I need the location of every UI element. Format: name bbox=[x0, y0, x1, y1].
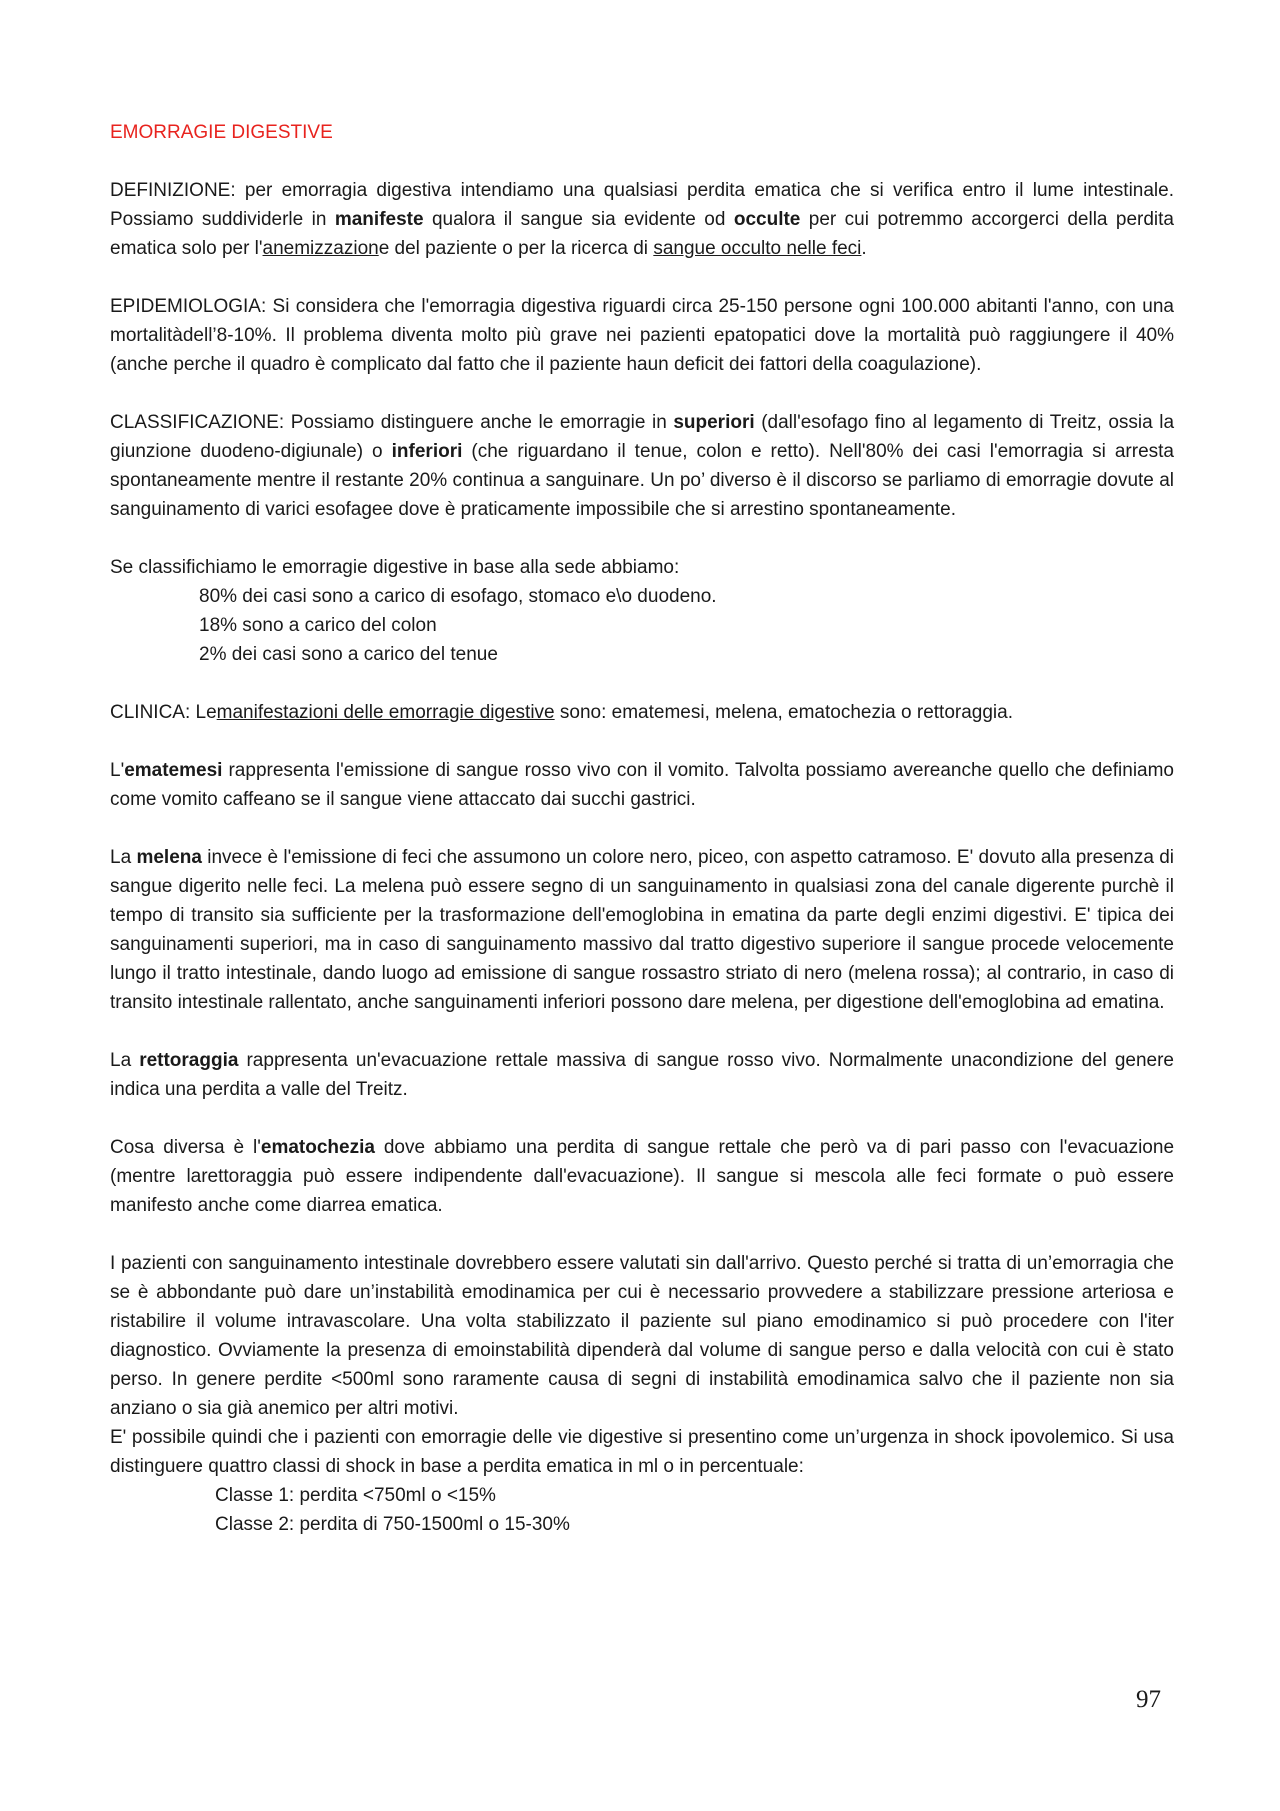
page-content bbox=[110, 118, 1174, 1539]
paragraph-ematochezia: Cosa diversa è l'ematochezia dove abbiamo una perdita di sangue rettale che però va di pari passo con l'evacuazione (mentre larettoraggia può essere indipendente dall'evacuazione). Il sangue si mescola alle feci formate o può essere manifesto anche come diarrea ematica. bbox=[110, 1137, 1175, 1216]
paragraph-classificazione: CLASSIFICAZIONE: Possiamo distinguere anche le emorragie in superiori (dall'esofago fino al legamento di Treitz, ossia la giunzione duodeno-digiunale) o inferiori (che riguardano il tenue, colon e retto). Nell'80% dei casi l'emorragia si arresta spontaneamente mentre il restante 20% continua a sanguinare. Un po’ diverso è il discorso se parliamo di emorragie dovute al sanguinamento di varici esofagee dove è praticamente impossibile che si arrestino spontaneamente. bbox=[110, 412, 1175, 520]
shock-class: Classe 1: perdita <750ml o <15% bbox=[215, 1485, 496, 1506]
shock-class: Classe 2: perdita di 750-1500ml o 15-30% bbox=[215, 1514, 570, 1535]
sede-item: 80% dei casi sono a carico di esofago, stomaco e\o duodeno. bbox=[199, 586, 717, 607]
paragraph-shock: E' possibile quindi che i pazienti con emorragie delle vie digestive si presentino come un’urgenza in shock ipovolemico. Si usa distinguere quattro classi di shock in base a perdita ematica in ml o in percentuale: bbox=[110, 1427, 1174, 1477]
paragraph-ematemesi: L'ematemesi rappresenta l'emissione di sangue rosso vivo con il vomito. Talvolta possiamo avereanche quello che definiamo come vomito caffeano se il sangue viene attaccato dai succhi gastrici. bbox=[110, 760, 1174, 810]
sede-item: 2% dei casi sono a carico del tenue bbox=[199, 644, 498, 665]
paragraph-pazienti: I pazienti con sanguinamento intestinale dovrebbero essere valutati sin dall'arrivo. Questo perché si tratta di un’emorragia che se è abbondante può dare un’instabilità emodinamica per cui è necessario provvedere a stabilizzare pressione arteriosa e ristabilire il volume intravascolare. Una volta stabilizzato il paziente sul piano emodinamico si può procedere con l'iter diagnostico. Ovviamente la presenza di emoinstabilità dipenderà dal volume di sangue perso e dalla velocità con cui è stato perso. In genere perdite <500ml sono raramente causa di segni di instabilità emodinamica salvo che il paziente non sia anziano o sia già anemico per altri motivi. bbox=[110, 1253, 1174, 1419]
paragraph-clinica: CLINICA: Lemanifestazioni delle emorragie digestive sono: ematemesi, melena, ematochezia o rettoraggia. bbox=[110, 702, 1013, 723]
page-title: EMORRAGIE DIGESTIVE bbox=[110, 122, 333, 143]
paragraph-melena: La melena invece è l'emissione di feci che assumono un colore nero, piceo, con aspetto catramoso. E' dovuto alla presenza di sangue digerito nelle feci. La melena può essere segno di un sanguinamento in qualsiasi zona del canale digerente purchè il tempo di transito sia sufficiente per la trasformazione dell'emoglobina in ematina da parte degli enzimi digestivi. E' tipica dei sanguinamenti superiori, ma in caso di sanguinamento massivo dal tratto digestivo superiore il sangue procede velocemente lungo il tratto intestinale, dando luogo ad emissione di sangue rossastro striato di nero (melena rossa); al contrario, in caso di transito intestinale rallentato, anche sanguinamenti inferiori possono dare melena, per digestione dell'emoglobina ad ematina. bbox=[110, 847, 1174, 1013]
sede-item: 18% sono a carico del colon bbox=[199, 615, 437, 636]
paragraph-epidemiologia: EPIDEMIOLOGIA: Si considera che l'emorragia digestiva riguardi circa 25-150 persone ogni 100.000 abitanti l'anno, con una mortalitàdell’8-10%. Il problema diventa molto più grave nei pazienti epatopatici dove la mortalità può raggiungere il 40% (anche perche il quadro è complicato dal fatto che il paziente haun deficit dei fattori della coagulazione). bbox=[110, 296, 1174, 375]
paragraph-definizione: DEFINIZIONE: per emorragia digestiva intendiamo una qualsiasi perdita ematica che si verifica entro il lume intestinale. Possiamo suddividerle in manifeste qualora il sangue sia evidente od occulte per cui potremmo accorgerci della perdita ematica solo per l'anemizzazione del paziente o per la ricerca di sangue occulto nelle feci. bbox=[110, 180, 1174, 259]
page-number: 97 bbox=[1136, 1686, 1161, 1713]
paragraph-rettoraggia: La rettoraggia rappresenta un'evacuazione rettale massiva di sangue rosso vivo. Normalmente unacondizione del genere indica una perdita a valle del Treitz. bbox=[110, 1050, 1175, 1100]
sede-intro: Se classifichiamo le emorragie digestive in base alla sede abbiamo: bbox=[110, 557, 680, 578]
